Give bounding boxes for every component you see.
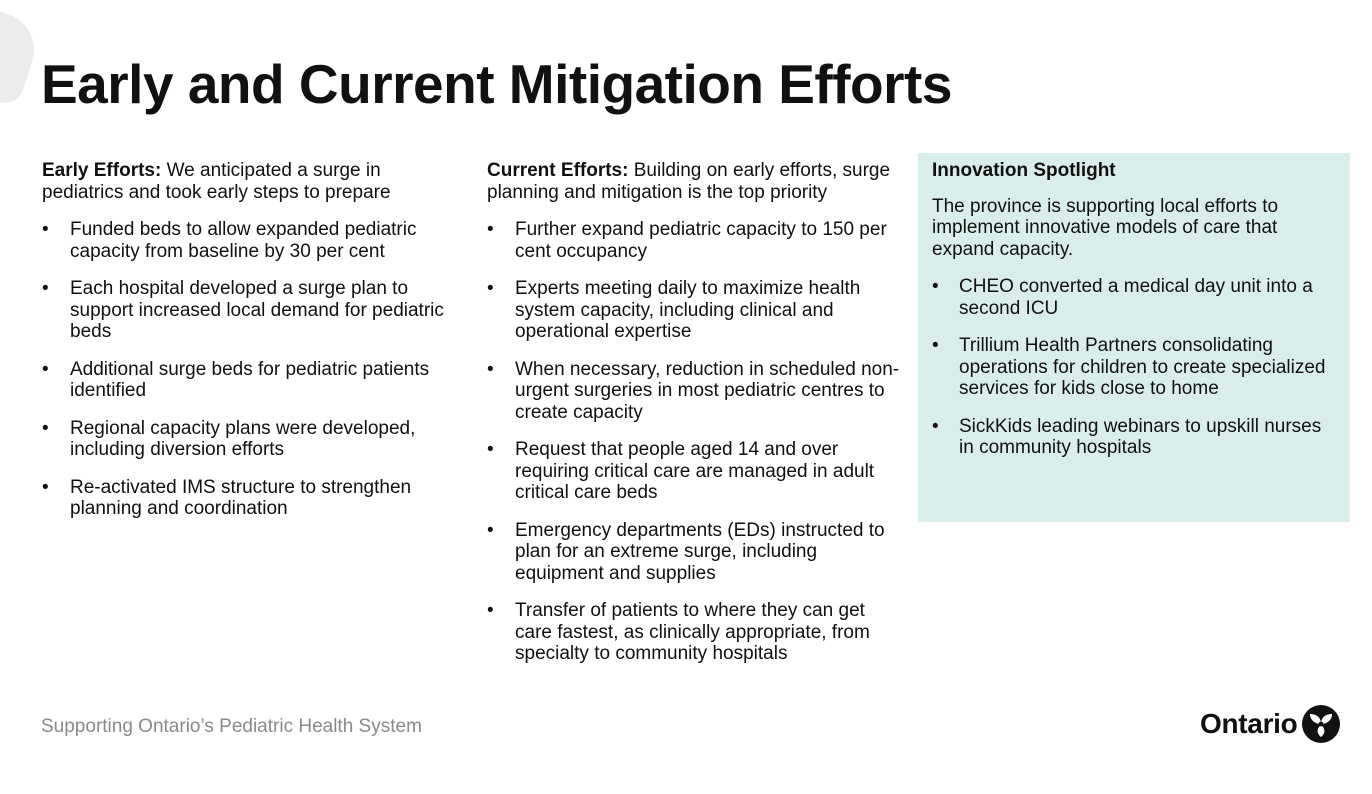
early-efforts-lead: Early Efforts: bbox=[42, 160, 162, 181]
list-item: • Funded beds to allow expanded pediatric capacity from baseline by 30 per cent bbox=[42, 219, 417, 262]
list-item: • Regional capacity plans were developed, including diversion efforts bbox=[42, 417, 416, 460]
spotlight-list bbox=[932, 276, 1336, 459]
list-item: • Emergency departments (EDs) instructed to plan for an extreme surge, including equipment and supplies bbox=[487, 519, 885, 584]
corner-decoration bbox=[0, 7, 44, 108]
early-efforts-intro-text: We anticipated a surge in pediatrics and took early steps to prepare bbox=[42, 160, 391, 203]
bullet-icon: • bbox=[42, 358, 49, 380]
footer-caption: Supporting Ontario’s Pediatric Health System bbox=[41, 716, 422, 737]
current-efforts-list bbox=[487, 219, 907, 665]
logo-wordmark: Ontario bbox=[1200, 708, 1298, 739]
page-title: Early and Current Mitigation Efforts bbox=[41, 53, 952, 115]
bullet-icon: • bbox=[487, 519, 494, 541]
bullet-icon: • bbox=[932, 276, 939, 297]
list-item: • Trillium Health Partners consolidating operations for children to create specialized services for kids close to home bbox=[932, 335, 1326, 399]
early-efforts-column bbox=[42, 160, 462, 536]
bullet-icon: • bbox=[487, 219, 494, 240]
ontario-logo bbox=[1200, 704, 1341, 744]
bullet-icon: • bbox=[932, 335, 939, 356]
current-efforts-intro bbox=[487, 160, 907, 203]
list-item: • Additional surge beds for pediatric patients identified bbox=[42, 358, 430, 401]
list-item: • CHEO converted a medical day unit into a second ICU bbox=[932, 276, 1313, 319]
bullet-icon: • bbox=[487, 278, 494, 299]
list-item: • Experts meeting daily to maximize health system capacity, including clinical and operational expertise bbox=[487, 278, 861, 342]
spotlight-intro: The province is supporting local efforts to implement innovative models of care that expand capacity. bbox=[932, 195, 1279, 260]
list-item: • SickKids leading webinars to upskill nurses in community hospitals bbox=[932, 415, 1322, 458]
early-efforts-intro bbox=[42, 160, 462, 203]
list-item: • Each hospital developed a surge plan to support increased local demand for pediatric beds bbox=[42, 278, 444, 342]
list-item: • Re-activated IMS structure to strengthen planning and coordination bbox=[42, 476, 412, 519]
current-efforts-lead: Current Efforts: bbox=[487, 160, 629, 181]
bullet-icon: • bbox=[487, 439, 494, 460]
early-efforts-list bbox=[42, 219, 462, 520]
bullet-icon: • bbox=[487, 600, 494, 621]
list-item: • Request that people aged 14 and over requiring critical care are managed in adult critical care beds bbox=[487, 439, 875, 503]
list-item: • When necessary, reduction in scheduled non-urgent surgeries in most pediatric centres to create capacity bbox=[487, 358, 900, 423]
list-item: • Transfer of patients to where they can get care fastest, as clinically appropriate, from specialty to community hospitals bbox=[487, 600, 870, 664]
bullet-icon: • bbox=[42, 476, 49, 498]
innovation-spotlight-box bbox=[918, 153, 1350, 522]
bullet-icon: • bbox=[42, 219, 49, 240]
bullet-icon: • bbox=[932, 415, 939, 437]
bullet-icon: • bbox=[487, 358, 494, 380]
bullet-icon: • bbox=[42, 278, 49, 299]
list-item: • Further expand pediatric capacity to 150 per cent occupancy bbox=[487, 219, 887, 262]
trillium-icon bbox=[1301, 704, 1341, 744]
spotlight-heading: Innovation Spotlight bbox=[932, 160, 1116, 181]
bullet-icon: • bbox=[42, 417, 49, 439]
current-efforts-column bbox=[487, 160, 907, 681]
current-efforts-intro-text: Building on early efforts, surge planning and mitigation is the top priority bbox=[487, 160, 891, 203]
